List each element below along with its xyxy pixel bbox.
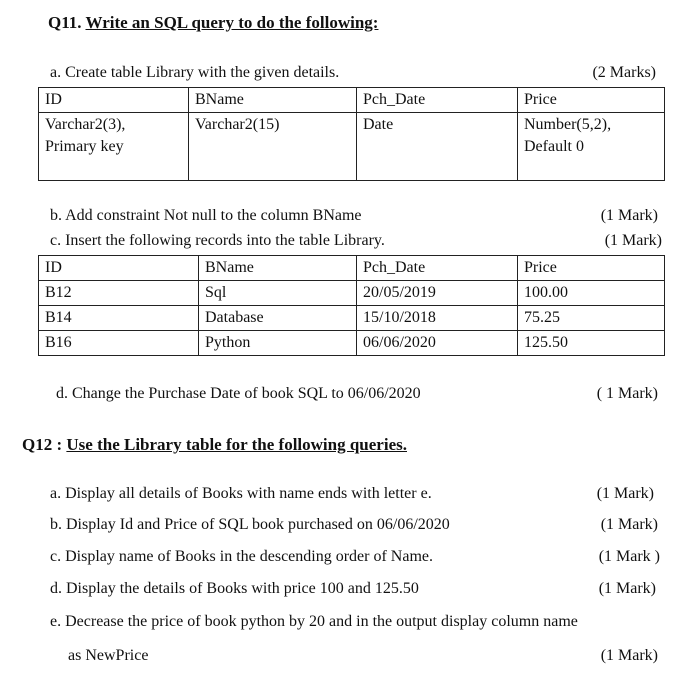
table-cell: B12 <box>39 281 199 306</box>
q12-item-b-marks: (1 Mark) <box>600 516 658 533</box>
table-cell: 75.25 <box>518 306 665 331</box>
q12-item-e-marks: (1 Mark) <box>600 647 658 664</box>
q12-item-d-text: d. Display the details of Books with price 100 and 125.50 <box>50 580 419 597</box>
price-type: Number(5,2), <box>524 116 612 133</box>
table-row <box>39 281 665 306</box>
q11-part-d-marks: ( 1 Mark) <box>596 385 658 402</box>
table-cell: Database <box>199 306 357 331</box>
bname-definition-cell: Varchar2(15) <box>189 113 357 181</box>
q12-item-b-text: b. Display Id and Price of SQL book purchased on 06/06/2020 <box>50 516 450 533</box>
q12-heading <box>22 435 407 455</box>
price-definition-cell <box>518 113 665 181</box>
table-row <box>39 306 665 331</box>
table-cell: 20/05/2019 <box>357 281 518 306</box>
q12-item-d-marks: (1 Mark) <box>598 580 656 597</box>
q12-number: Q12 : <box>22 435 63 454</box>
q12-item-c-marks: (1 Mark ) <box>598 548 660 565</box>
q11-part-d-text: d. Change the Purchase Date of book SQL to 06/06/2020 <box>56 385 421 402</box>
library-records-table <box>38 255 665 356</box>
table-cell: Sql <box>199 281 357 306</box>
q11-part-a-text: a. Create table Library with the given details. <box>50 64 340 81</box>
table-cell: 100.00 <box>518 281 665 306</box>
table-cell: B16 <box>39 331 199 356</box>
header-cell: BName <box>199 256 357 281</box>
table-row <box>39 113 665 181</box>
q12-item-c-text: c. Display name of Books in the descending order of Name. <box>50 548 434 565</box>
table-row <box>39 331 665 356</box>
library-structure-table <box>38 87 665 181</box>
q11-part-a-marks: (2 Marks) <box>592 64 656 81</box>
id-definition-cell <box>39 113 189 181</box>
table-cell: Python <box>199 331 357 356</box>
table-cell: 06/06/2020 <box>357 331 518 356</box>
table-cell: 15/10/2018 <box>357 306 518 331</box>
q12-item-e-text-line2: as NewPrice <box>68 647 149 664</box>
header-cell: Pch_Date <box>357 88 518 113</box>
q11-part-c-marks: (1 Mark) <box>604 232 662 249</box>
header-cell: ID <box>39 88 189 113</box>
id-constraint: Primary key <box>45 138 124 155</box>
q11-part-b-marks: (1 Mark) <box>600 207 658 224</box>
header-cell: Price <box>518 88 665 113</box>
header-cell: Price <box>518 256 665 281</box>
id-type: Varchar2(3), <box>45 116 126 133</box>
table-header-row <box>39 256 665 281</box>
q11-title: Write an SQL query to do the following: <box>85 13 379 32</box>
q11-heading <box>48 13 378 33</box>
q12-item-a-marks: (1 Mark) <box>596 485 654 502</box>
header-cell: Pch_Date <box>357 256 518 281</box>
price-default: Default 0 <box>524 138 584 155</box>
q11-part-c-text: c. Insert the following records into the table Library. <box>50 232 385 249</box>
q11-part-b-text: b. Add constraint Not null to the column BName <box>50 207 362 224</box>
table-cell: 125.50 <box>518 331 665 356</box>
q11-number: Q11. <box>48 13 82 32</box>
q12-title: Use the Library table for the following queries. <box>66 435 407 454</box>
table-header-row <box>39 88 665 113</box>
pch-date-definition-cell: Date <box>357 113 518 181</box>
q12-item-a-text: a. Display all details of Books with name ends with letter e. <box>50 485 432 502</box>
q12-item-e-text-line1: e. Decrease the price of book python by 20 and in the output display column name <box>50 613 578 630</box>
header-cell: ID <box>39 256 199 281</box>
table-cell: B14 <box>39 306 199 331</box>
header-cell: BName <box>189 88 357 113</box>
